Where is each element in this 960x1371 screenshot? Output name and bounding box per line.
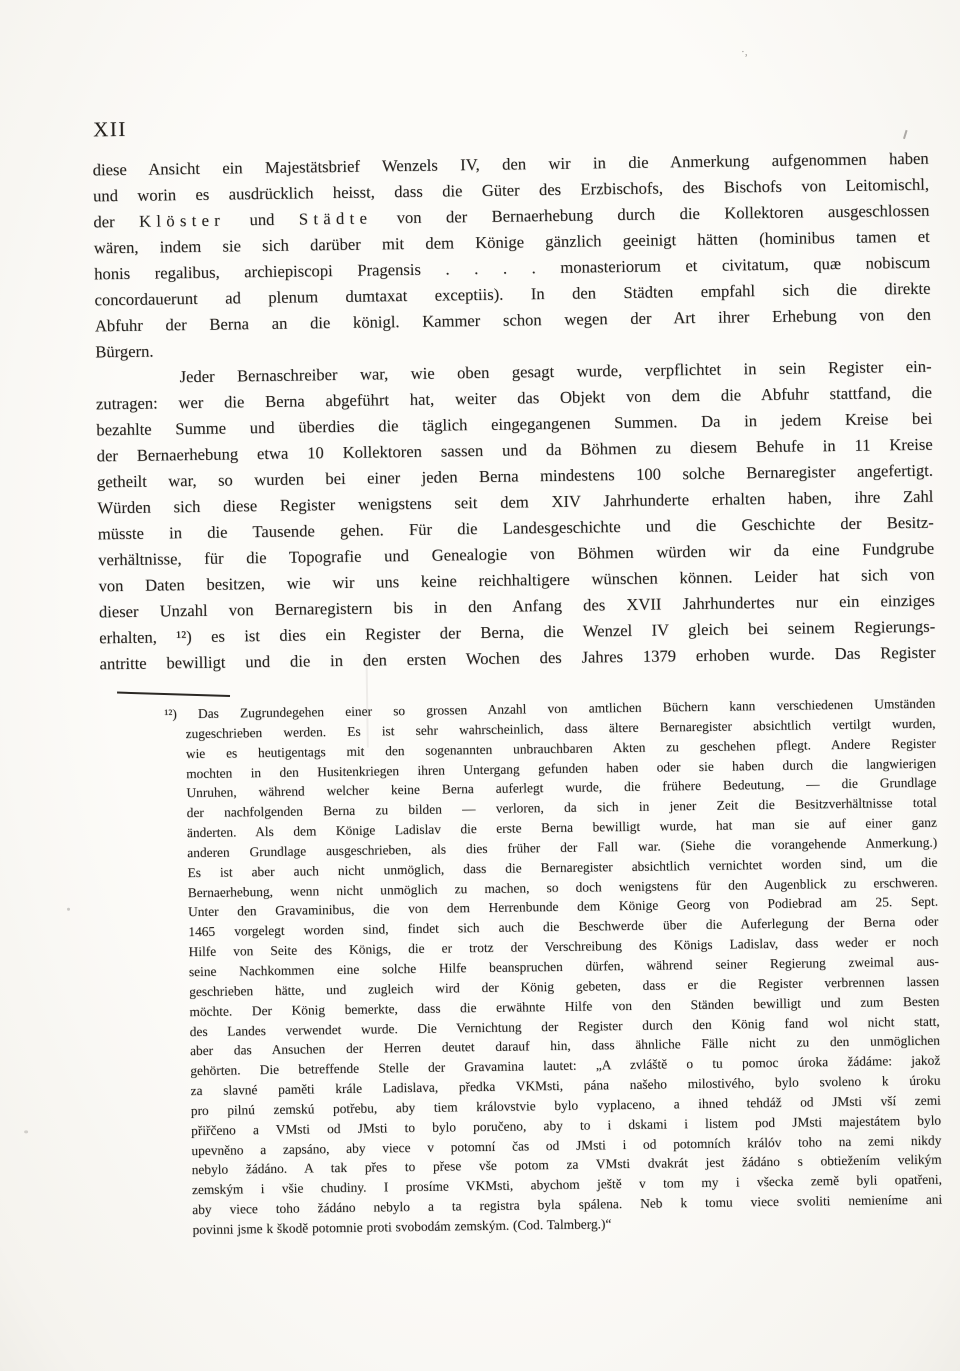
main-text-line: wären, indem sie sich darüber mit dem Könige gänzlich geeinigt hätten (hominibus tamen et: [93, 226, 930, 258]
main-text-line: zutragen: wer die Berna abgeführt hat, weiter das Objekt von dem die Abfuhr stattfand, die: [95, 382, 933, 414]
footnote-line: přiřčeno a VMsti od JMsti to bylo poručeno, aby to i dskami i listem pod JMsti majestátem bylo: [191, 1112, 942, 1138]
footnote-line: aber das Ansuchen der Herren deutet darauf hin, dass ähnliche Fälle nicht zu den unmöglichen: [189, 1032, 941, 1059]
footnote-line: nebylo žádáno. A tak přes to přese vše potom za VMsti dvakrát jest žádáno s obtiežením velikým: [191, 1152, 942, 1178]
footnote-separator: [117, 692, 230, 698]
main-text-line: Jeder Bernaschreiber war, wie oben gesagt wurde, verpflichtet in sein Register ein-: [179, 356, 932, 387]
footnote-line: Bernaerhebung, wenn nicht unmöglich zu machen, so doch wenigstens für den Augenblick zu erschweren.: [187, 874, 938, 900]
main-text-line: dieser Unzahl von Bernaregistern bis in den Anfang des XVII Jahrhundertes nur ein einziges: [98, 590, 935, 622]
scan-artifact-dot: [67, 908, 70, 911]
footnote-line: Es ist aber auch nicht unmöglich, dass die Bernaregister absichtlich vernichtet worden sind, um die: [187, 854, 938, 880]
main-text-line: verhältnisse, für die Topografie und Genealogie von Böhmen würden wir da eine Fundgrube: [98, 538, 935, 570]
footnote-line: mochten in den Husitenkriegen ihren Untergang gefunden haben oder sie haben durch die langwierigen: [186, 755, 937, 781]
footnote-line: änderten. Als dem Könige Ladislav die erste Berna bewilligt wurde, hat man sie auf einer ganz: [186, 814, 937, 841]
main-text-line: erhalten, ¹²) es ist dies ein Register der Berna, die Wenzel IV gleich bei seinem Regierungs-: [99, 616, 936, 648]
footnote-line: upevněno a zapsáno, aby viece v potomní čas od JMsti i od potomních králóv toho na zemi nikdy: [191, 1132, 942, 1158]
page-number: XII: [92, 116, 127, 142]
footnote-line: des Landes verwendet wurde. Die Vernichtung der Register durch den König fand wol nicht statt,: [189, 1013, 940, 1039]
footnote-line: Hilfe von Seite des Königs, die er trotz der Verschreibung des Königs Ladislav, dass weder er noch: [188, 933, 939, 960]
main-text-line: Würden sich diese Register wenigstens seit dem XIV Jahrhunderte erhalten haben, ihre Zahl: [97, 486, 934, 518]
footnote-line: der nachfolgenden Berna zu bilden — verloren, da sich in jener Zeit die Besitzverhältnisse total: [186, 794, 937, 821]
footnote-line: 1465 vorgelegt worden sind, findet sich auch die Beschwerde über die Auferlegung der Berna oder: [188, 913, 939, 940]
footnote-line: aby viece toho žádáno nebylo a ta registra byla spálena. Neb k tomu viece svoliti nemieníme ani: [192, 1191, 943, 1218]
scan-artifact-dot: [24, 1130, 28, 1133]
main-text-line: bezahlte Summe und überdies die täglich eingegangenen Summen. Da in jedem Kreise bei: [96, 408, 933, 440]
main-text-line: Bürgern.: [95, 341, 154, 362]
footnote-line: gehörten. Die betreffende Stelle der Gravamina lautet: „A zvláště o tu pomoc úroka žádáme: jakož: [190, 1052, 941, 1079]
footnote-line: anderen Grundlage ausgeschrieben, als dies früher der Fall war. (Siehe die vorangehende Anmerkung.): [187, 834, 938, 861]
footnote-line: Unruhen, während welcher keine Berna auferlegt wurde, die frühere Bedeutung, — die Grundlage: [186, 775, 937, 801]
footnote-line: geschrieben hätte, und zugleich wird der König gebeten, dass er die Register verbrennen lassen: [189, 973, 940, 999]
main-text-line: der Bernaerhebung etwa 10 Kollektoren sassen und da Böhmen zu diesem Behufe in 11 Kreise: [96, 434, 933, 466]
main-text-line: concordauerunt ad plenum dumtaxat exceptiis). In den Städten empfahl sich die direkte: [94, 278, 931, 310]
footnote-line: ¹²) Das Zugrundegehen einer so grossen Anzahl von amtlichen Büchern kann verschiedenen Umständen: [164, 695, 936, 722]
scan-artifact-speck: ·,: [741, 46, 748, 59]
footnote-line: zemským i všie chudiny. I prosíme VKMsti, abychom ještě v tom my i všecka země byli opatřeni,: [191, 1171, 942, 1198]
footnote: [164, 694, 943, 1240]
main-text-line: getheilt war, so wurden bei einer jeden Berna mindestens 100 solche Bernaregister angefertigt.: [96, 460, 934, 492]
footnote-line: Unter den Gravaminibus, die von dem Herrenbunde dem Könige Georg von Podiebrad am 25. Sept.: [187, 894, 939, 920]
footnote-line: za slavné paměti krále Ladislava, předka VKMsti, pána našeho milostivého, bylo svoleno k úroku: [190, 1072, 941, 1099]
footnote-line: wie es heutigentags mit den sogenannten unbrauchbaren Akten zu geschehen pflegt. Andere Register: [185, 735, 936, 761]
main-text-line: müsste in die Tausende gehen. Für die Landesgeschichte und die Geschichte der Besitz-: [97, 512, 934, 544]
footnote-line: pro pilnú zemskú potřebu, aby tiem královstvie bylo vyplaceno, a ihned tehdáž od JMsti vší zemi: [190, 1092, 941, 1118]
footnote-line: povinni jsme k škodě potomnie proti svobodám zemským. (Cod. Talmberg.)“: [192, 1216, 612, 1238]
main-text-line: Abfuhr der Berna an die königl. Kammer schon wegen der Art ihrer Erhebung von den: [94, 304, 931, 336]
footnote-line: zugeschrieben werden. Es ist sehr wahrscheinlich, dass ältere Bernaregister absichtlich vertilgt wurden,: [185, 715, 936, 741]
main-text: [93, 146, 936, 678]
main-text-line: von Daten besitzen, wie wir uns keine reichhaltigere wünschen können. Leider hat sich von: [98, 564, 935, 596]
main-text-line: diese Ansicht ein Majestätsbrief Wenzels IV, den wir in die Anmerkung aufgenommen haben: [92, 148, 929, 180]
main-text-line: honis regalibus, archiepiscopi Pragensis . . . . monasteriorum et civitatum, quæ nobiscum: [94, 252, 931, 284]
scan-artifact-tick: [903, 130, 908, 139]
footnote-line: seine Nachkommen eine solche Hilfe beanspruchen dürfen, während seiner Regierung zweimal aus-: [188, 953, 939, 980]
main-text-line: und worin es ausdrücklich heisst, dass die Güter des Erzbischofs, des Bischofs von Leitomischl,: [92, 174, 930, 206]
footnote-line: möchte. Der König bemerkte, dass die erwähnte Hilfe von den Ständen bewilligt und zum Besten: [189, 993, 940, 1019]
main-text-line: der Klöster und Städte von der Bernaerhebung durch die Kollektoren ausgeschlossen: [93, 200, 930, 232]
main-text-line: antritte bewilligt und die in den ersten Wochen des Jahres 1379 erhoben wurde. Das Register: [99, 642, 936, 674]
